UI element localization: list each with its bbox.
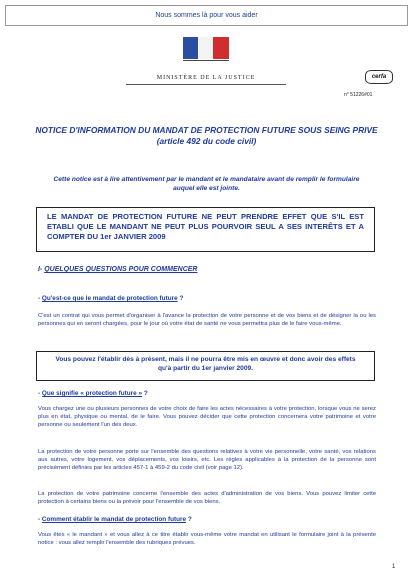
question-2-mark: ? — [143, 390, 148, 397]
cerfa-logo: cerfa — [365, 70, 393, 84]
republic-logo — [183, 37, 229, 67]
ministry-underline — [126, 84, 286, 85]
paragraph-3: La protection de votre personne porte sur l'ensemble des questions relatives à votre vie personnelle, votre santé, vos relations aux autres, votre logement, vos déplacements, vos loisirs, etc. Les règles applicables à la protection de la personne sont précisément définies par les articles 457-1 à 459-2 du code civil (voir page 12). — [38, 449, 376, 471]
question-3-mark: ? — [187, 516, 192, 523]
paragraph-5: Vous êtes « le mandant » et vous allez à ce titre établir vous-même votre mandat en utilisant le formulaire joint à la présente notice : vous allez remplir l'ensemble des rubriques prévues. — [38, 532, 376, 546]
document-title — [30, 125, 383, 147]
section-number: I- — [38, 266, 43, 273]
section-title: QUELQUES QUESTIONS POUR COMMENCER — [44, 266, 198, 273]
paragraph-4: La protection de votre patrimoine concerne l'ensemble des actes d'administration de vos biens. Vous pouvez limiter cette protection à certains biens ou la prévoir pour l'ensemble de vos biens. — [38, 491, 376, 505]
question-1-text: Qu'est-ce que le mandat de protection future — [41, 295, 178, 302]
warning-box: LE MANDAT DE PROTECTION FUTURE NE PEUT PRENDRE EFFET QUE S'IL EST ETABLI QUE LE MANDANT NE PEUT PLUS POURVOIR SEUL A SES INTERÊTS ET A COMPTER DU 1er JANVIER 2009 — [36, 207, 375, 252]
intro-text: Cette notice est à lire attentivement par le mandant et le mandataire avant de remplir le formulaire auquel elle est jointe. — [53, 176, 360, 192]
section-heading — [38, 266, 197, 273]
question-3: - Comment établir le mandat de protection future ? — [38, 516, 192, 523]
document-number: n° 51226#01 — [344, 92, 373, 98]
question-1: - Qu'est-ce que le mandat de protection future ? — [38, 295, 184, 302]
question-2-text: Que signifie « protection future » — [41, 390, 143, 397]
title-text: NOTICE D'INFORMATION DU MANDAT DE PROTECTION FUTURE SOUS SEING PRIVE — [35, 125, 378, 135]
ministry-name: MINISTÈRE DE LA JUSTICE — [156, 75, 256, 81]
title-subtitle: (article 492 du code civil) — [156, 136, 257, 146]
paragraph-2: Vous chargez une ou plusieurs personnes de votre choix de faire les actes nécessaires à votre protection, lorsque vous ne serez plus en état, physique ou mental, de le faire. Vous pouvez décider que cette protection concernera votre patrimoine et votre personne ou seulement l'un des deux. — [38, 406, 376, 428]
info-box: Vous pouvez l'établir dès à présent, mais il ne pourra être mis en œuvre et donc avoir des effets qu'à partir du 1er janvier 2009. — [36, 351, 375, 381]
header-banner: Nous sommes là pour vous aider — [5, 5, 408, 26]
paragraph-1: C'est un contrat qui vous permet d'organiser à l'avance la protection de votre personne et de vos biens et de désigner la ou les personnes qui en seront chargées, pour le jour où votre état de santé ne vous permettra plus de le faire vous-même. — [38, 313, 376, 327]
question-3-text: Comment établir le mandat de protection future — [41, 516, 187, 523]
question-2: - Que signifie « protection future » ? — [38, 390, 148, 397]
page-number: 1 — [392, 564, 396, 570]
question-1-mark: ? — [179, 295, 184, 302]
